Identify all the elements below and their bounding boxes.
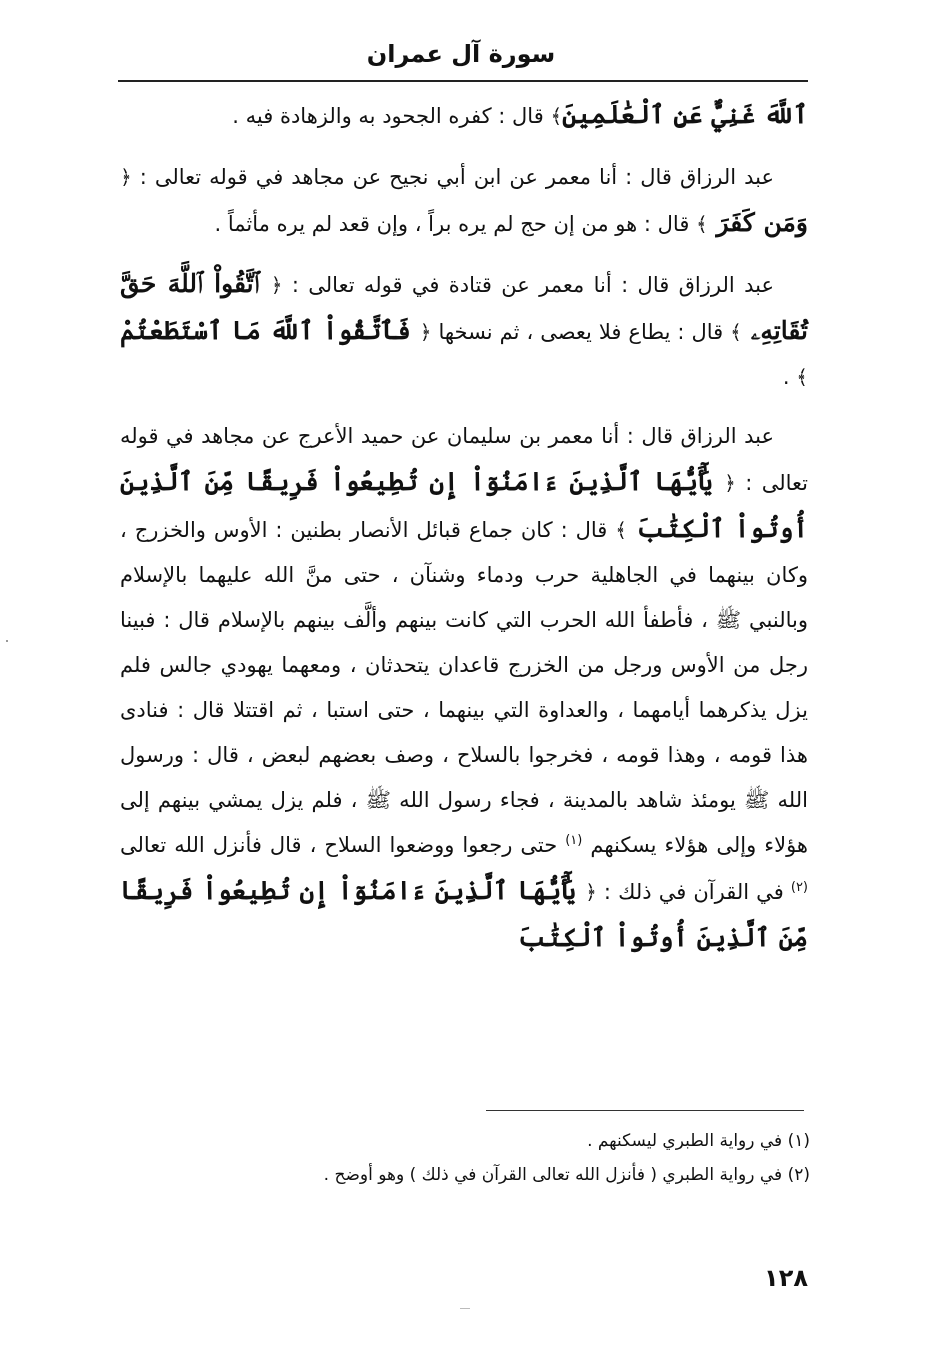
ornate-bracket: ﴾ xyxy=(730,320,742,344)
ornate-bracket: ﴿ xyxy=(419,320,432,344)
ornate-bracket: ﴿ xyxy=(270,273,283,297)
quran-verse: فَٱتَّقُواْ ٱللَّهَ مَا ٱسْتَطَعْتُمْ xyxy=(120,316,420,345)
ornate-bracket: ﴾ xyxy=(615,518,627,542)
main-text-body xyxy=(120,92,808,976)
text-segment: حتى رجعوا ووضعوا السلاح ، قال فأنزل الله تعالى xyxy=(120,833,566,857)
footnote-reference: (٢) xyxy=(790,880,808,895)
text-segment: قال : يطاع فلا يعصى ، ثم نسخها xyxy=(431,320,731,344)
text-segment: عبد الرزاق قال : أنا معمر عن ابن أبي نجيح عن مجاهد في قوله تعالى : xyxy=(131,165,774,189)
ornate-bracket: ﴿ xyxy=(724,471,736,495)
scan-speck xyxy=(6,640,8,642)
ornate-bracket: ﴾ xyxy=(550,104,563,128)
paragraph xyxy=(120,261,808,400)
running-header-title: سورة آل عمران xyxy=(366,40,556,68)
scan-mark xyxy=(460,1308,470,1309)
ornate-bracket: ﴾ xyxy=(796,365,808,389)
quran-verse: يَٰٓأَيُّهَا ٱلَّذِينَ ءَامَنُوٓاْ إِن تُطِيعُواْ فَرِيقًا مِّنَ ٱلَّذِينَ أُوتُواْ ٱلْكِتَٰبَ xyxy=(120,876,808,952)
footnotes xyxy=(120,1124,810,1192)
ornate-bracket: ﴿ xyxy=(585,880,597,904)
footnote-1: (١) في رواية الطبري ليسكنهم . xyxy=(587,1131,810,1151)
text-segment: عبد الرزاق قال : أنا معمر بن سليمان عن حميد الأعرج عن مجاهد في قوله تعالى : xyxy=(120,424,808,495)
text-segment: قال : هو من إن حج لم يره براً ، وإن قعد لم يره مأثماً . xyxy=(214,212,697,236)
paragraph xyxy=(120,92,808,139)
paragraph xyxy=(120,153,808,247)
footnote-divider xyxy=(486,1110,804,1111)
quran-verse: ٱللَّهَ غَنِيٌّ عَنِ ٱلْعَٰلَمِينَ xyxy=(562,100,808,129)
footnote-2: (٢) في رواية الطبري ( فأنزل الله تعالى القرآن في ذلك ) وهو أوضح . xyxy=(323,1165,810,1185)
page-number: ١٢٨ xyxy=(764,1264,808,1292)
footnote-reference: (١) xyxy=(565,833,583,848)
quran-verse: يَٰٓأَيُّهَا ٱلَّذِينَ ءَامَنُوٓاْ إِن تُطِيعُواْ فَرِيقًا مِّنَ ٱلَّذِينَ أُوتُواْ ٱلْكِتَٰبَ xyxy=(120,467,808,543)
ornate-bracket: ﴿ xyxy=(120,165,132,189)
text-segment: عبد الرزاق قال : أنا معمر عن قتادة في قوله تعالى : xyxy=(282,273,774,297)
text-segment: في القرآن في ذلك : xyxy=(596,880,791,904)
text-segment: . xyxy=(782,365,797,389)
quran-verse: ٱتَّقُواْ ٱللَّهَ حَقَّ تُقَاتِهِۦ xyxy=(120,269,808,345)
text-segment: قال : كان جماع قبائل الأنصار بطنين : الأوس والخزرج ، وكان بينهما في الجاهلية حرب ودماء وشنآن ، حتى منَّ الله عليهما بالإسلام وبالنبي ﷺ ، فأطفأ الله الحرب التي كانت بينهم وألَّف بينهم بالإسلام قال : فبينا رجل من الأوس ورجل من الخزرج قاعدان يتحدثان ، ومعهما يهودي جالس فلم يزل يذكرهما أيامهما ، والعداوة التي بينهما ، حتى استبا ، ثم اقتتلا قال : فنادى هذا قومه ، وهذا قومه ، فخرجوا بالسلاح ، وصف بعضهم لبعض ، قال : ورسول الله ﷺ يومئذ شاهد بالمدينة ، فجاء رسول الله ﷺ ، فلم يزل يمشي بينهم إلى هؤلاء وإلى هؤلاء يسكنهم xyxy=(120,518,808,857)
text-segment: قال : كفره الجحود به والزهادة فيه . xyxy=(232,104,551,128)
ornate-bracket: ﴾ xyxy=(696,212,708,236)
quran-verse: وَمَن كَفَرَ xyxy=(707,208,808,237)
header-divider xyxy=(118,80,808,82)
paragraph xyxy=(120,414,808,962)
